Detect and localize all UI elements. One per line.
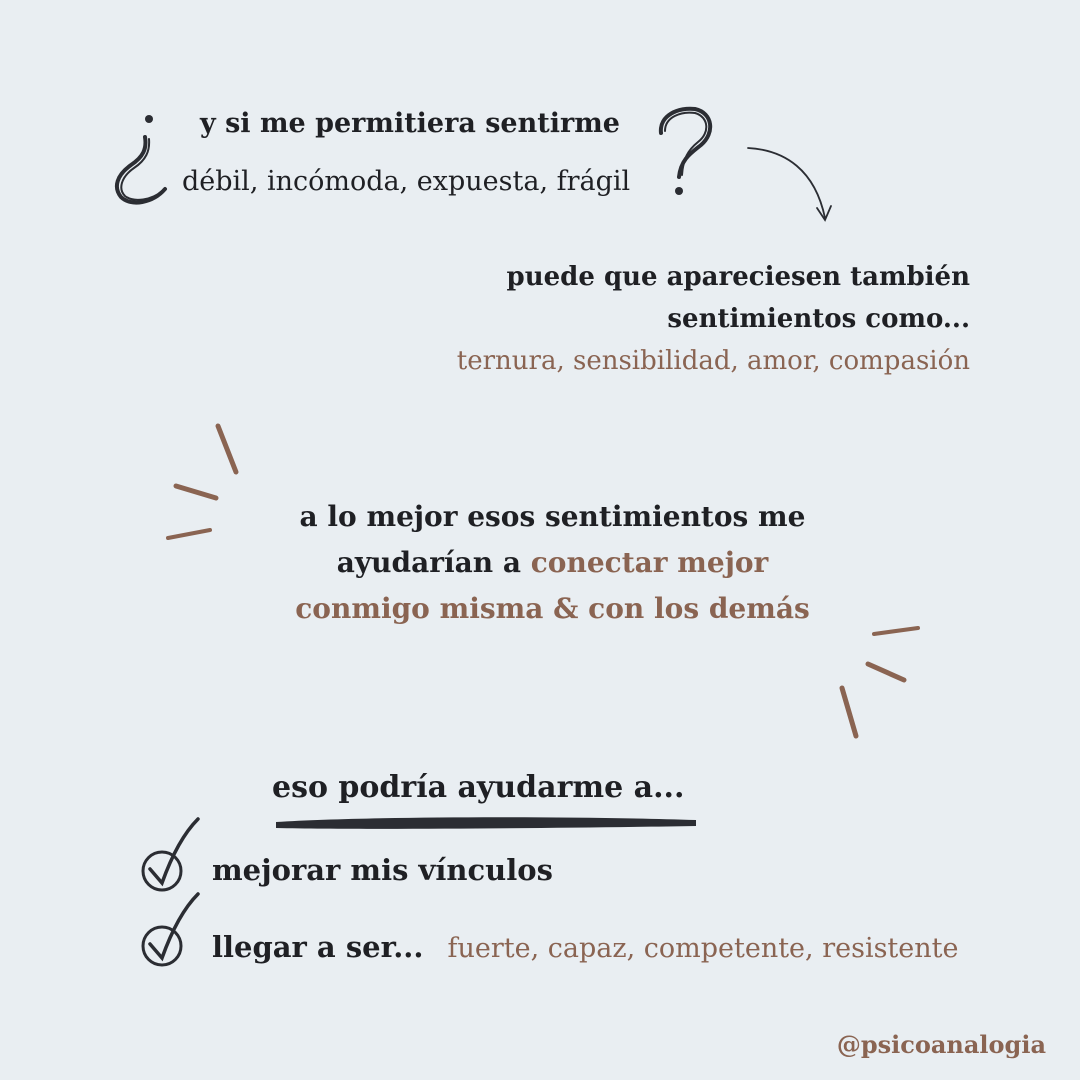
center-line-3: conmigo misma & con los demás	[295, 592, 810, 625]
help-item-2-label: llegar a ser...	[212, 930, 424, 964]
checkmark-icon	[138, 890, 208, 970]
question-mark-icon	[655, 105, 720, 205]
checkmark-icon	[138, 815, 208, 895]
center-line-2-accent: conectar mejor	[530, 546, 769, 579]
help-item-2	[212, 930, 958, 964]
feelings-block	[457, 256, 970, 382]
burst-lines-icon	[830, 620, 930, 750]
feelings-line-3: ternura, sensibilidad, amor, compasión	[456, 346, 970, 376]
help-title: eso podría ayudarme a...	[272, 770, 685, 805]
center-statement	[180, 494, 925, 632]
center-line-2	[180, 540, 925, 586]
feelings-line-1: puede que apareciesen también	[506, 262, 970, 292]
help-item-2-detail: fuerte, capaz, competente, resistente	[447, 933, 959, 964]
brush-underline-icon	[272, 812, 700, 832]
help-item-1: mejorar mis vínculos	[212, 853, 553, 887]
feelings-line-2: sentimientos como...	[667, 304, 970, 334]
center-line-1: a lo mejor esos sentimientos me	[299, 500, 806, 533]
intro-line-2: débil, incómoda, expuesta, frágil	[182, 166, 631, 197]
center-line-2-dark: ayudarían a	[336, 546, 521, 579]
intro-line-1: y si me permitiera sentirme	[200, 108, 620, 139]
author-handle: @psicoanalogia	[836, 1030, 1046, 1059]
inverted-question-mark-icon	[105, 105, 170, 205]
curved-arrow-icon	[745, 140, 840, 230]
